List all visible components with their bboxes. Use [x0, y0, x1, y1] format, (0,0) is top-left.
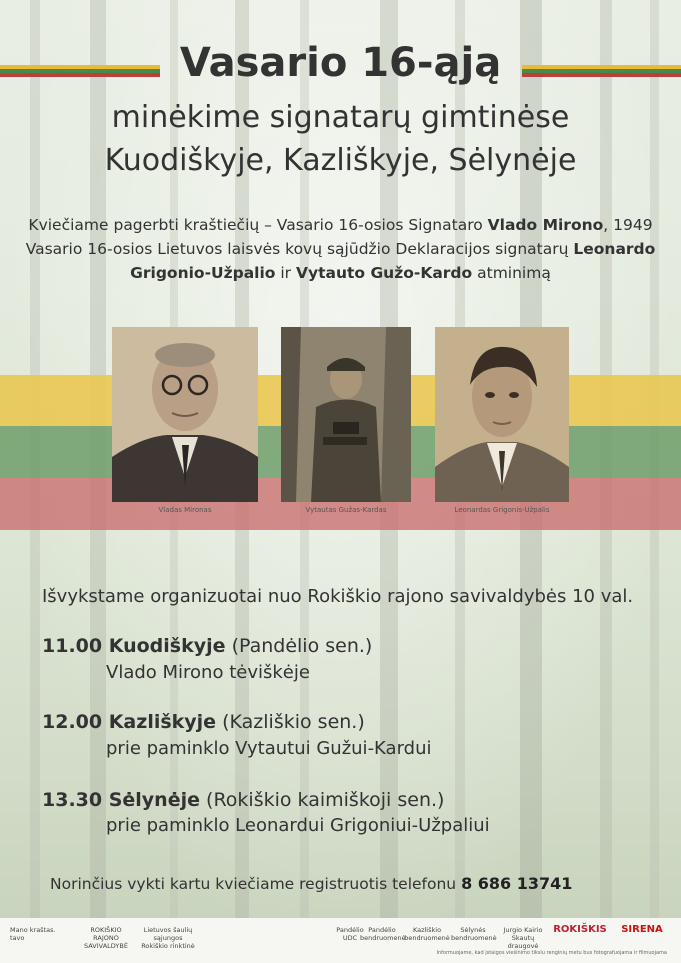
stop-3-detail: prie paminklo Leonardui Grigoniui-Užpaliui: [106, 815, 490, 836]
logo-mano-krastas: Mano kraštas. tavo: [10, 926, 56, 942]
poster-title: Vasario 16-ąją: [179, 40, 502, 86]
portrait-caption-mironas: Vladas Mironas: [158, 506, 212, 514]
signatory-name-mironas: Vlado Mirono: [487, 216, 604, 234]
logo-sirena: SIRENA: [621, 924, 663, 935]
stop-2-heading: 12.00 Kazliškyje (Kazliškio sen.): [42, 711, 365, 733]
logo-sauliu-sajunga: Lietuvos šaulių sąjungos Rokiškio rinktinė: [141, 926, 195, 950]
portrait-grigonis: [435, 327, 569, 502]
stop-2-detail: prie paminklo Vytautui Gužui-Kardui: [106, 738, 432, 759]
signatory-name-grigonis: Leonardo Grigonio-Užpalio: [130, 240, 656, 282]
portrait-caption-grigonis: Leonardas Grigonis-Užpalis: [454, 506, 550, 514]
portrait-mironas: [112, 327, 258, 502]
logo-skautu-draugove: Jurgio Kairio Skautų draugovė: [503, 926, 543, 950]
stop-1-detail: Vlado Mirono tėviškėje: [106, 662, 310, 683]
portrait-guzas: [281, 327, 411, 502]
footer-note: Informuojame, kad įstaigos viešinimo tikslu renginių metu bus fotografuojama ir filmuojama: [436, 950, 667, 956]
poster-subtitle-line1: minėkime signatarų gimtinėse: [111, 100, 570, 135]
logo-rokiskis: ROKIŠKIS: [553, 924, 607, 935]
logo-selynes-bendruomene: Sėlynės bendruomenė: [451, 926, 497, 942]
intro-paragraph: Kviečiame pagerbti kraštiečių – Vasario 16-osios Signataro Vlado Mirono, 1949 Vasario 16-osios Lietuvos laisvės kovų sąjūdžio Deklaracijos signatarų Leonardo Grigonio-Užpalio ir Vytauto Gužo-Kardo atminimą: [25, 216, 656, 282]
departure-info: Išvykstame organizuotai nuo Rokiškio rajono savivaldybės 10 val.: [42, 586, 634, 607]
registration-info: Norinčius vykti kartu kviečiame registruotis telefonu 8 686 13741: [50, 874, 573, 893]
signatory-name-guzas: Vytauto Gužo-Kardo: [296, 264, 473, 282]
logo-rokiskio-savivaldybe: ROKIŠKIO RAJONO SAVIVALDYBĖ: [84, 926, 128, 950]
portrait-caption-guzas: Vytautas Gužas-Kardas: [305, 506, 387, 514]
logo-pandelio-udc: Pandėlio UDC: [336, 926, 364, 942]
stop-3-heading: 13.30 Sėlynėje (Rokiškio kaimiškoji sen.): [42, 789, 445, 811]
logo-pandelio-bendruomene: Pandėlio bendruomenė: [360, 926, 406, 942]
stop-1-heading: 11.00 Kuodiškyje (Pandėlio sen.): [42, 635, 373, 657]
registration-phone: 8 686 13741: [461, 874, 573, 893]
poster-subtitle-line2: Kuodiškyje, Kazliškyje, Sėlynėje: [104, 143, 577, 178]
logo-kazliskio-bendruomene: Kazliškio bendruomenė: [404, 926, 450, 942]
sponsor-logos-bar: [0, 918, 681, 963]
